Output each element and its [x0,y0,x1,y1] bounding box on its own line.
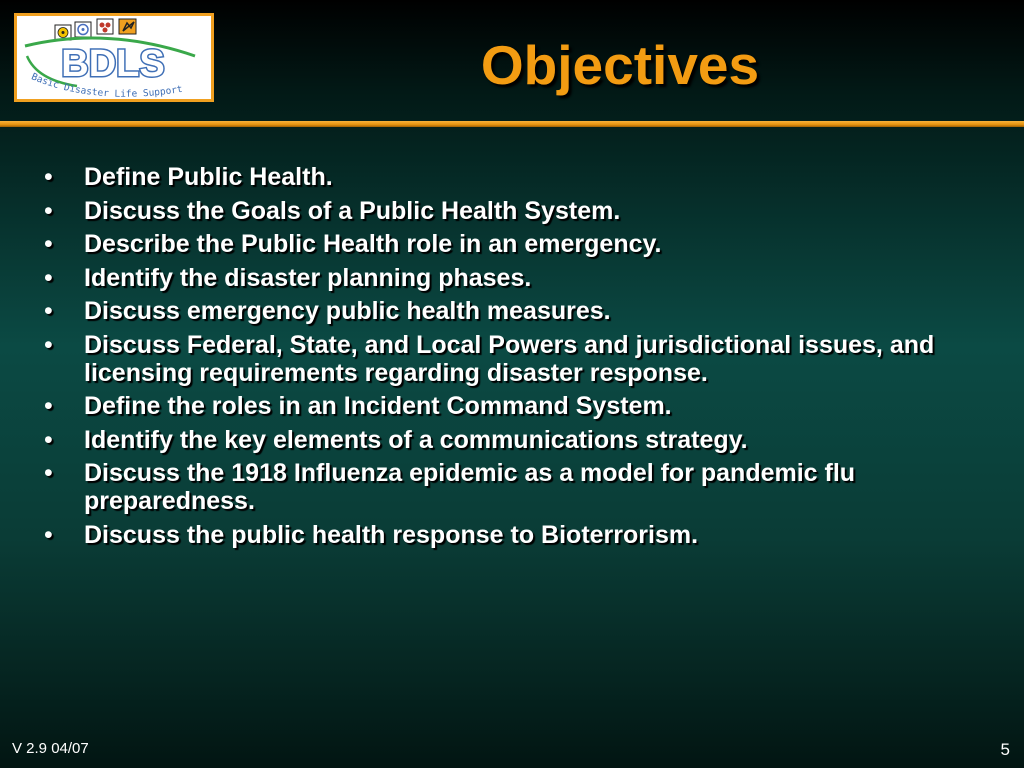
list-item [44,163,994,191]
bullet-icon: • [44,230,53,258]
list-item [44,459,994,515]
list-item-text: Discuss the public health response to Bioterrorism. [84,520,699,549]
bullet-icon: • [44,263,53,292]
logo-wordmark: BDLS [61,43,165,85]
bullet-icon: • [44,163,53,191]
list-item-text: Discuss the 1918 Influenza epidemic as a model for pandemic flu preparedness. [84,459,856,515]
list-item-text: Discuss emergency public health measures. [84,297,611,325]
title-divider [0,121,1024,127]
explosion-icon [119,19,136,34]
list-item [44,230,994,258]
bullet-icon: • [44,196,53,225]
list-item [44,426,994,454]
bullet-icon: • [44,520,53,549]
list-item-text: Identify the disaster planning phases. [84,263,532,292]
list-item-text: Define Public Health. [84,163,333,191]
biohazard-icon [75,22,91,37]
bullet-icon: • [44,330,53,359]
list-item-text: Describe the Public Health role in an emergency. [84,230,662,258]
bullet-icon: • [44,297,53,325]
bdls-logo-graphic [17,16,211,99]
slide-title: Objectives [480,34,760,96]
list-item [44,197,994,225]
bullet-icon: • [44,392,53,420]
list-item-text: Define the roles in an Incident Command System. [84,392,672,420]
version-label: V 2.9 04/07 [12,740,89,757]
bullet-icon: • [44,425,53,454]
list-item [44,392,994,420]
chemical-icon [97,19,113,34]
list-item-text: Identify the key elements of a communications strategy. [84,425,748,454]
list-item [44,331,994,387]
logo-tagline: Basic Disaster Life Support [29,71,184,99]
list-item [44,264,994,292]
list-item [44,521,994,549]
list-item [44,297,994,325]
bullet-icon: • [44,459,53,487]
objectives-list [44,163,994,554]
list-item-text: Discuss the Goals of a Public Health System. [84,196,621,225]
bdls-logo [14,13,214,102]
list-item-text: Discuss Federal, State, and Local Powers and jurisdictional issues, and licensing requirements regarding disaster response. [84,330,935,387]
page-number: 5 [1000,740,1010,759]
